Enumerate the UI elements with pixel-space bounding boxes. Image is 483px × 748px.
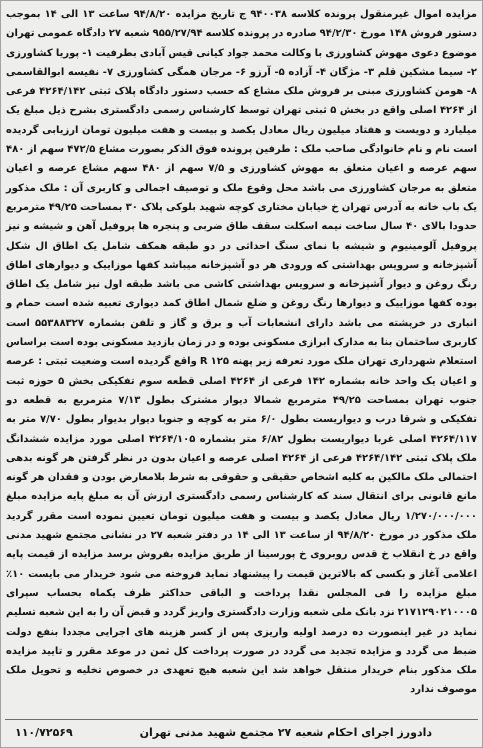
notice-footer <box>5 719 478 744</box>
notice-body-text: مزایده اموال غیرمنقول پرونده کلاسه ۹۴۰۰۳۸ ج تاریخ مزایده ۹۴/۸/۲۰ ساعت ۱۳ الی ۱۴ بموجب دستور فروش ۱۴۸ مورخ ۹۴/۲/۳۰ صادره در پرونده کلاسه ۹۵۵/۲۷/۹۴ شعبه ۲۷ دادگاه عمومی تهران موضوع دعوی مهوش کشاورزی با وکالت محمد جواد کیانی قیس آبادی بطرفیت ۱- پوریا کشاورزی ۲- سیما مشکین قلم ۳- مژگان ۴- آزاده ۵- آرزو ۶- مرجان همگی کشاورزی ۷- نفیسه ابوالقاسمی ۸- هومن کشاورزی مبنی بر فروش ملک مشاع که حسب دستور دادگاه پلاک ثبتی ۴۲۶۴/۱۴۲ فرعی از ۴۲۶۴ اصلی واقع در بخش ۵ ثبتی تهران توسط کارشناس رسمی دادگستری بشرح ذیل مبلغ یک میلیارد و دویست و هفتاد میلیون ریال معادل یکصد و بیست و هفت میلیون تومان ارزیابی گردیده است نام و نام خانوادگی صاحب ملک : طرفین پرونده فوق الذکر بصورت مشاع ۴۷۲/۵ سهم از ۴۸۰ سهم عرصه و اعیان متعلق به مهوش کشاورزی و ۷/۵ سهم از ۴۸۰ سهم مشاع عرصه و اعیان متعلق به مرجان کشاورزی می باشد محل وقوع ملک و توصیف اجمالی و کاربری آن : ملک مذکور یک باب خانه به آدرس تهران خ خیابان مختاری کوچه شهید بلوکی پلاک ۳۰ بمساحت ۴۹/۲۵ مترمربع حدودا بالای ۴۰ سال ساخت نیمه اسکلت سقف طاق ضربی و پنجره ها پروفیل آهن و شیشه و نیز پروفیل آلومینیوم و شیشه با نمای سنگ احداثی در دو طبقه همکف شامل یک اطاق ال شکل آشپزخانه و سرویس بهداشتی که ورودی هر دو آشپزخانه میباشد کفها موزاییک و دیوارهای اطاق رنگ روغن و دیوار آشپزخانه و سرویس بهداشتی کاشی می باشد طبقه اول نیز شامل یک اطاق بوده کفها موزاییک و دیوارها رنگ روغن و ضلع شمال اطاق کمد دیواری تعبیه شده است حمام و انباری در خرپشته می باشد دارای انشعابات آب و برق و گاز و تلفن بشماره ۵۵۳۸۸۳۲۷ است کاربری ساختمان بنا به مدارک ابرازی مسکونی بوده و در زمان بازدید مسکونی بوده است براساس استعلام شهرداری تهران ملک مورد تعرفه زیر پهنه ۱۲۵ R واقع گردیده است وضعیت ثبتی : عرصه و اعیان یک واحد خانه بشماره ۱۴۲ فرعی از ۴۲۶۴ اصلی قطعه سوم تفکیکی بخش ۵ حوزه ثبت جنوب تهران بمساحت ۴۹/۲۵ مترمربع شمالا دیوار مشترک بطول ۷/۱۳ مترمربع به قطعه دو تفکیکی و شرقا درب و دیواریست بطول ۶/۰ متر به کوچه و جنوبا دیوار بدیوار بطول ۷/۷۰ متر به ۴۲۶۴/۱۱۷ اصلی غربا دیواریست بطول ۶/۸۲ متر بشماره ۴۲۶۴/۱۰۵ اصلی مورد مزایده ششدانگ ملک پلاک ثبتی ۴۲۶۴/۱۴۲ فرعی از ۴۲۶۴ اصلی عرصه و اعیان بدون در نظر گرفتن هر گونه بدهی احتمالی ملک مالکین به کلیه اشخاص حقیقی و حقوقی به شرط بلامعارض بودن و فقدان هر گونه مانع قانونی برای انتقال سند که کارشناس رسمی دادگستری ارزش آن به مبلغ پایه مزایده مبلغ ۱/۲۷۰/۰۰۰/۰۰۰ ریال معادل یکصد و بیست و هفت میلیون تومان تعیین نموده است مقرر گردید ملک مذکور در مورخ ۹۴/۸/۲۰ از ساعت ۱۳ الی ۱۴ در دفتر شعبه ۲۷ در نشانی مجتمع شهید مدنی واقع در خ انقلاب خ قدس روبروی خ پورسینا از طریق مزایده بفروش برسد مزایده از قیمت پایه اعلامی آغاز و بکسی که بالاترین قیمت را پیشنهاد نماید فروخته می شود خریدار می بایست ۱۰٪ مبلغ مزایده را فی المجلس نقدا پرداخت و الباقی حداکثر ظرف یکماه بحساب سپرای ۲۱۷۱۲۹۰۲۱۰۰۰۵ نزد بانک ملی شعبه وزارت دادگستری واریز گردد و قبض آن را به این شعبه تسلیم نماید در غیر اینصورت ده درصد اولیه واریزی پس از کسر هزینه های اجرایی مجددا بنفع دولت ضبط می گردد و مزایده تجدید می گردد در صورت پرداخت کل ثمن در موعد مقرر و تایید مزایده ملک مذکور بنام خریدار منتقل خواهد شد این شعبه هیچ تعهدی در خصوص تخلیه و تحویل ملک موصوف ندارد <box>6 9 478 696</box>
signature-line: دادورز اجرای احکام شعبه ۲۷ مجتمع شهید مدنی تهران <box>139 725 432 739</box>
reference-number: ۱۱۰/۷۲۵۶۹ <box>15 725 73 739</box>
